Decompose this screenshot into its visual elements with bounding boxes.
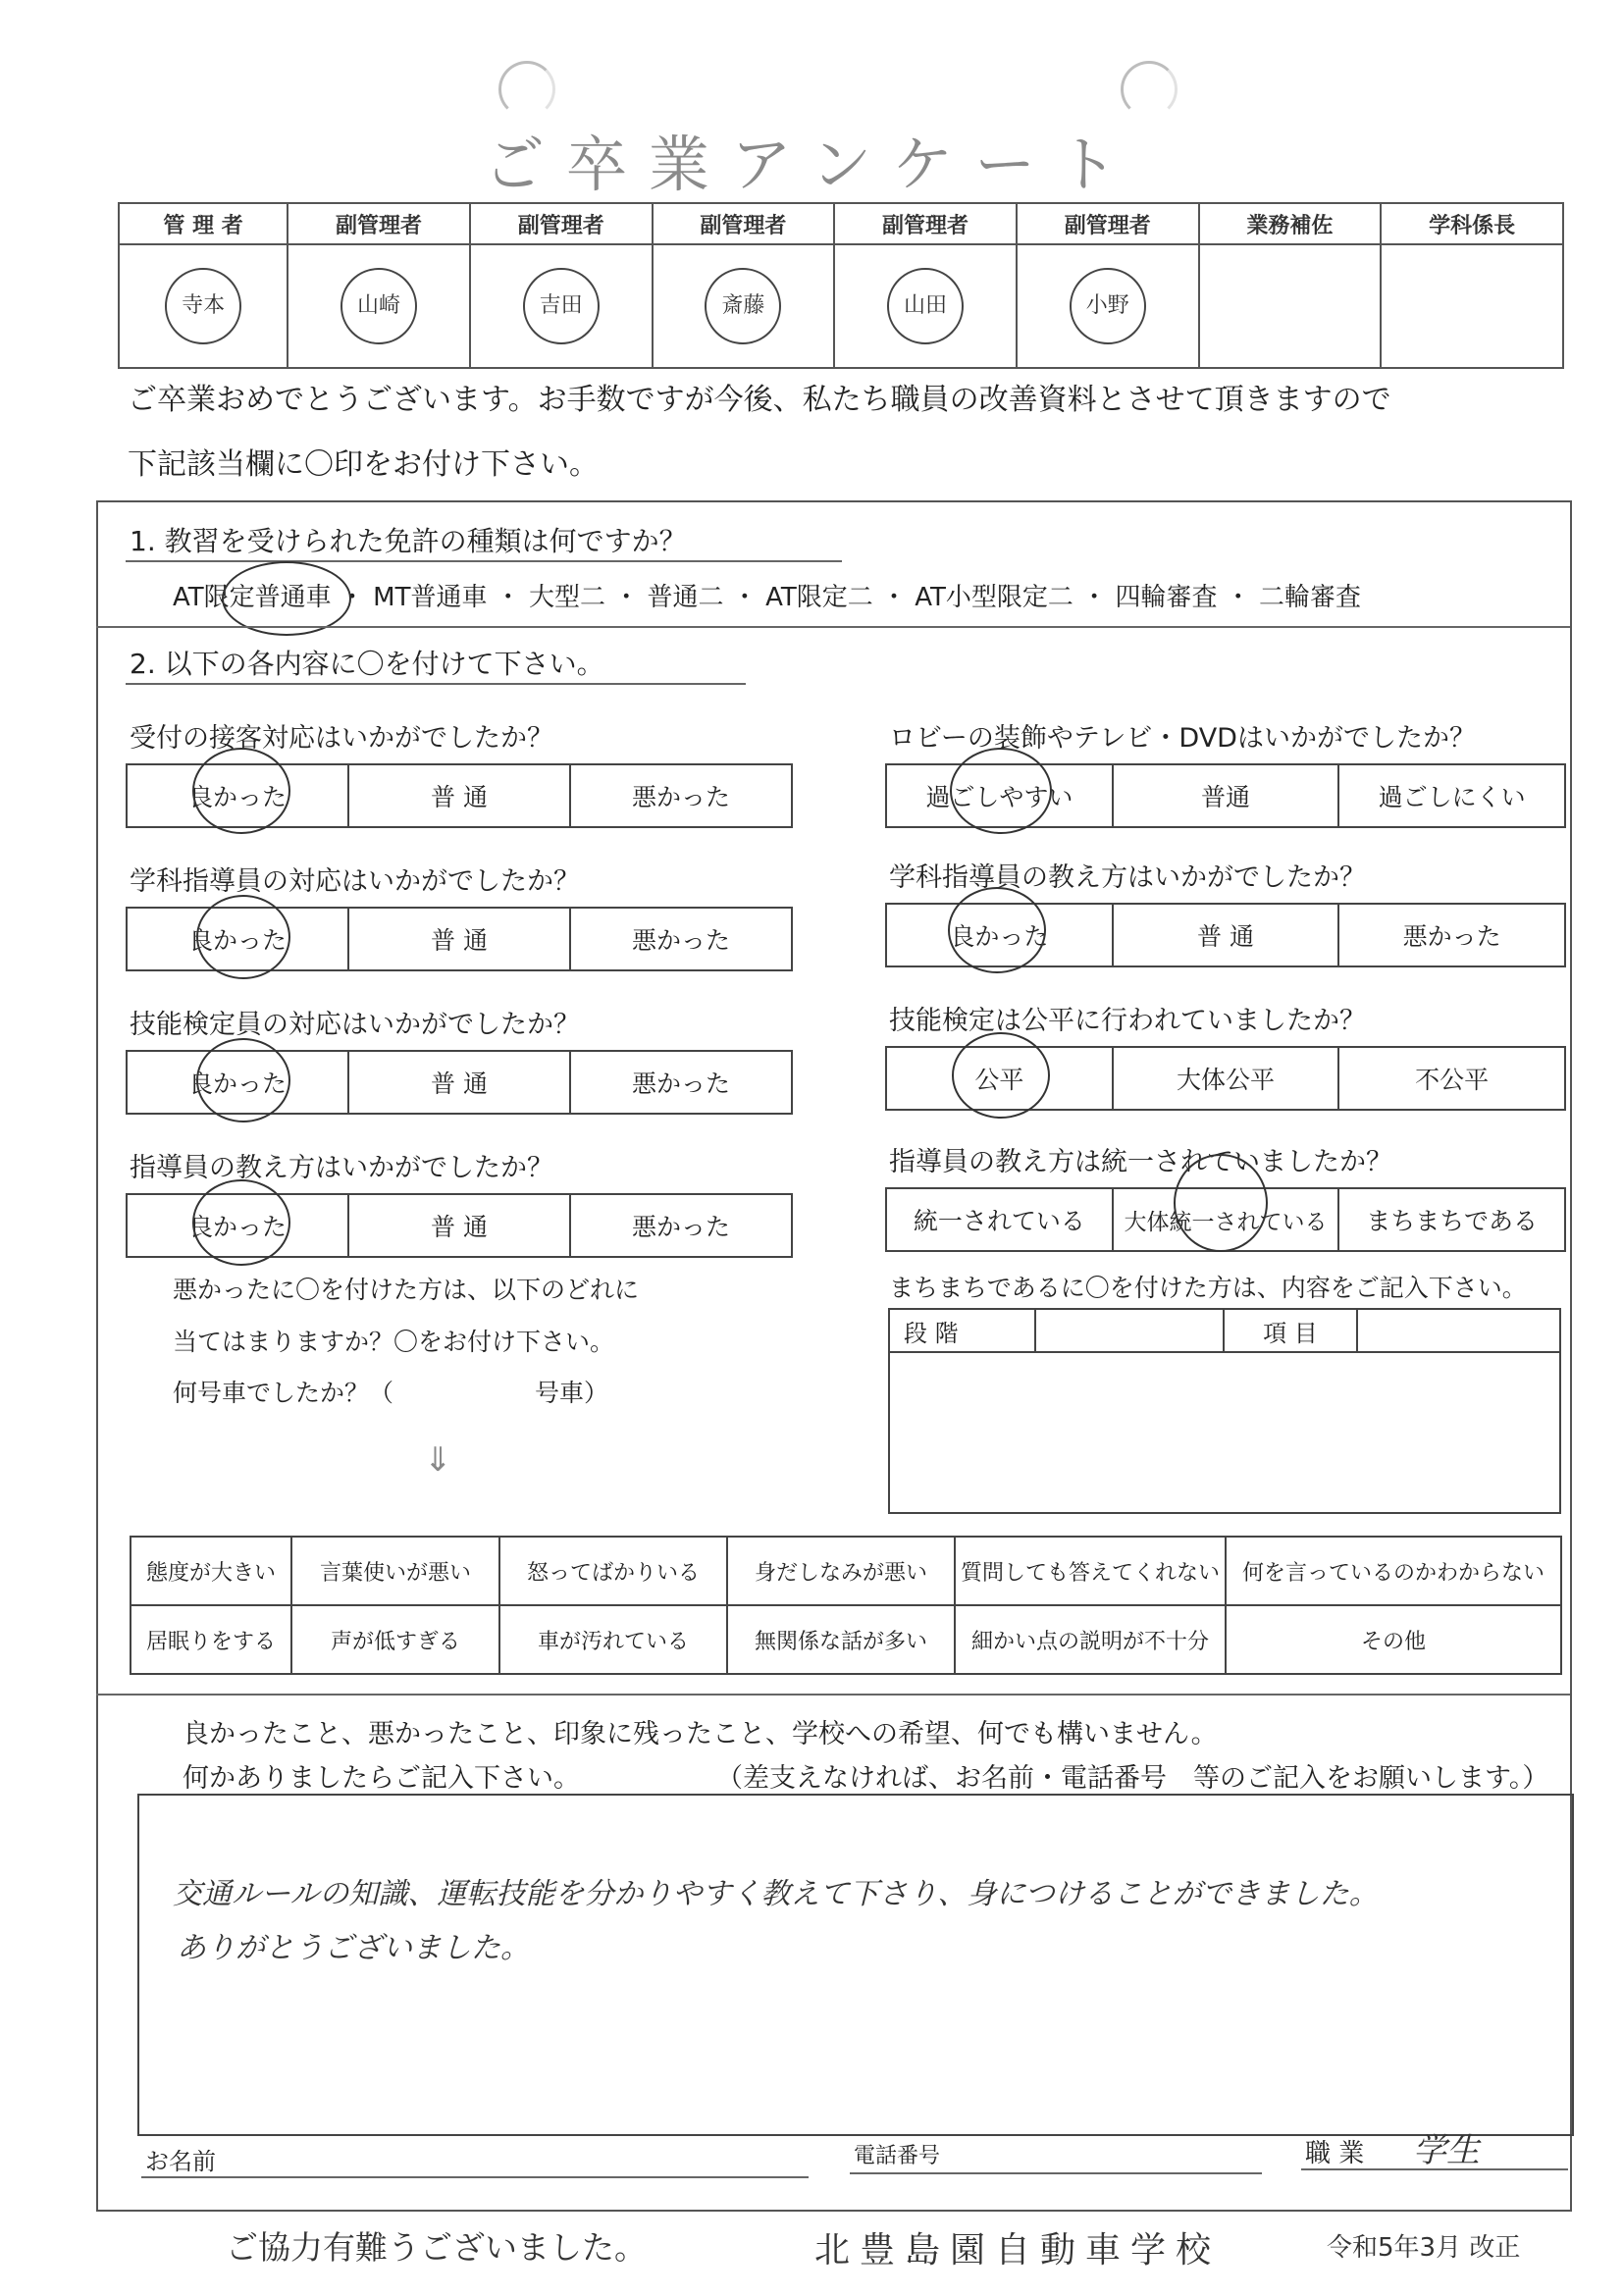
stamp-header: 管 理 者 [119,203,288,244]
stamp-header: 副管理者 [288,203,470,244]
answer-circle [952,1032,1050,1119]
option-normal[interactable]: 普 通 [349,909,571,969]
answer-circle [192,748,290,834]
seal-stamp: 小野 [1070,268,1146,344]
q2-heading: 2. 以下の各内容に〇を付けて下さい。 [130,648,604,680]
answer-circle [950,748,1052,834]
reason-option[interactable]: 無関係な話が多い [727,1605,955,1674]
intro-line-1: ご卒業おめでとうございます。お手数ですが今後、私たち職員の改善資料とさせて頂きますので [128,383,1391,417]
option-unified[interactable]: 統一されている [887,1189,1114,1250]
footer-thanks: ご協力有難うございました。 [226,2228,647,2267]
approval-stamp-table [118,202,1564,369]
answer-circle [192,1179,290,1266]
stamp-cell [653,244,835,368]
left-question-3: 技能検定員の対応はいかがでしたか？ [130,1010,580,1040]
section-divider [96,626,1570,628]
page-title: ご卒業アンケート [483,129,1140,200]
option-bad[interactable]: 悪かった [1402,922,1501,951]
seal-stamp: 山田 [887,268,964,344]
reasons-grid [130,1536,1562,1675]
option-good[interactable]: 過ごしやすい [887,765,1114,826]
option-varies[interactable]: まちまちである [1366,1207,1539,1235]
option-unfair[interactable]: 不公平 [1415,1066,1490,1094]
stamp-cell [119,244,288,368]
bad-note-line-1: 悪かったに〇を付けた方は、以下のどれに [173,1276,640,1304]
option-good[interactable]: 良かった [128,909,349,969]
option-good[interactable]: 良かった [128,1195,349,1256]
stamp-header: 副管理者 [653,203,835,244]
option-normal[interactable]: 普 通 [349,765,571,826]
item-label: 項 目 [1224,1309,1357,1352]
reason-option[interactable]: 質問しても答えてくれない [955,1537,1226,1605]
stamp-header: 副管理者 [1017,203,1199,244]
down-arrow-icon: ⇓ [424,1440,452,1480]
option-bad[interactable]: 悪かった [631,783,730,811]
seal-stamp: 寺本 [165,268,241,344]
car-number-prefix: 何号車でしたか？（ [173,1379,394,1407]
car-number-suffix: 号車） [535,1379,609,1407]
option-bad[interactable]: 過ごしにくい [1378,783,1526,811]
answer-circle [196,1038,290,1122]
phone-underline[interactable] [850,2172,1262,2174]
reason-option[interactable]: 態度が大きい [131,1537,291,1605]
comment-prompt-1: 良かったこと、悪かったこと、印象に残ったこと、学校への希望、何でも構いません。 [183,1719,1218,1749]
option-normal[interactable]: 普 通 [349,1195,571,1256]
name-label: お名前 [145,2148,216,2175]
stage-value[interactable] [1035,1309,1224,1352]
reason-option[interactable]: 声が低すぎる [291,1605,499,1674]
reason-option[interactable]: 怒ってばかりいる [499,1537,727,1605]
revision-date: 令和5年3月 改正 [1327,2233,1521,2263]
option-good[interactable]: 良かった [128,765,349,826]
answer-circle [222,561,351,636]
q2-underline [126,683,746,685]
left-question-4: 指導員の教え方はいかがでしたか？ [130,1153,553,1183]
mixed-details-box[interactable] [889,1352,1560,1513]
stamp-cell [1017,244,1199,368]
stamp-cell [470,244,653,368]
job-value-handwritten: 学生 [1413,2131,1480,2170]
q1-underline [126,560,842,562]
stage-label: 段 階 [889,1309,1035,1352]
phone-label: 電話番号 [854,2144,941,2168]
answer-circle [1174,1154,1268,1252]
punch-hole-right [1121,61,1178,118]
option-mostly-unified[interactable]: 大体統一されている [1114,1189,1340,1250]
option-good[interactable]: 良かった [128,1052,349,1113]
left-question-2: 学科指導員の対応はいかがでしたか？ [130,866,580,897]
seal-stamp: 斎藤 [705,268,781,344]
option-good[interactable]: 良かった [887,905,1114,965]
stage-item-table [888,1308,1561,1514]
bad-note-line-2: 当てはまりますか？〇をお付け下さい。 [173,1328,615,1356]
comment-prompt-3: （差支えなければ、お名前・電話番号 等のご記入をお願いします。） [716,1763,1549,1794]
mixed-note: まちまちであるに〇を付けた方は、内容をご記入下さい。 [889,1274,1527,1302]
reason-option[interactable]: 居眠りをする [131,1605,291,1674]
job-underline[interactable] [1301,2168,1568,2170]
option-normal[interactable]: 普 通 [1114,905,1340,965]
stamp-cell [288,244,470,368]
q1-license-options[interactable]: AT限定普通車 ・ MT普通車 ・ 大型二 ・ 普通二 ・ AT限定二 ・ AT小型限定二 ・ 四輪審査 ・ 二輪審査 [173,583,1361,612]
name-underline[interactable] [141,2176,809,2178]
option-bad[interactable]: 悪かった [631,1213,730,1241]
option-bad[interactable]: 悪かった [631,1070,730,1098]
stamp-cell-empty [1381,244,1563,368]
stamp-header: 副管理者 [834,203,1017,244]
comment-prompt-2: 何かありましたらご記入下さい。 [183,1763,580,1794]
option-normal[interactable]: 普 通 [349,1052,571,1113]
punch-hole-left [498,61,555,118]
right-question-1: ロビーの装飾やテレビ・DVDはいかがでしたか？ [889,723,1476,754]
reason-option[interactable]: 車が汚れている [499,1605,727,1674]
option-fair[interactable]: 公平 [887,1048,1114,1109]
stamp-header: 学科係長 [1381,203,1563,244]
stamp-header: 副管理者 [470,203,653,244]
reason-option[interactable]: 細かい点の説明が不十分 [955,1605,1226,1674]
option-bad[interactable]: 悪かった [631,926,730,955]
left-question-1: 受付の接客対応はいかがでしたか？ [130,723,553,754]
option-normal[interactable]: 普通 [1114,765,1340,826]
intro-line-2: 下記該当欄に〇印をお付け下さい。 [128,447,599,482]
handwritten-comment-line-1: 交通ルールの知識、運転技能を分かりやすく教えて下さり、身につけることができました。 [173,1877,1379,1911]
reason-option[interactable]: 何を言っているのかわからない [1226,1537,1561,1605]
reason-option[interactable]: その他 [1226,1605,1561,1674]
q1-heading: 1. 教習を受けられた免許の種類は何ですか？ [130,525,687,557]
seal-stamp: 山崎 [340,268,417,344]
section-divider [96,1694,1570,1696]
option-mostly-fair[interactable]: 大体公平 [1114,1048,1340,1109]
right-question-4: 指導員の教え方は統一されていましたか？ [889,1147,1392,1177]
handwritten-comment-line-2: ありがとうございました。 [177,1931,530,1965]
reason-option[interactable]: 言葉使いが悪い [291,1537,499,1605]
item-value[interactable] [1357,1309,1560,1352]
reason-option[interactable]: 身だしなみが悪い [727,1537,955,1605]
stamp-cell-empty [1199,244,1382,368]
stamp-cell [834,244,1017,368]
school-name: 北豊島園自動車学校 [814,2230,1222,2270]
job-label: 職 業 [1305,2139,1365,2168]
answer-circle [196,895,290,979]
right-question-2: 学科指導員の教え方はいかがでしたか？ [889,862,1366,893]
seal-stamp: 吉田 [523,268,600,344]
stamp-header: 業務補佐 [1199,203,1382,244]
answer-circle [948,887,1046,973]
right-question-3: 技能検定は公平に行われていましたか？ [889,1006,1366,1036]
